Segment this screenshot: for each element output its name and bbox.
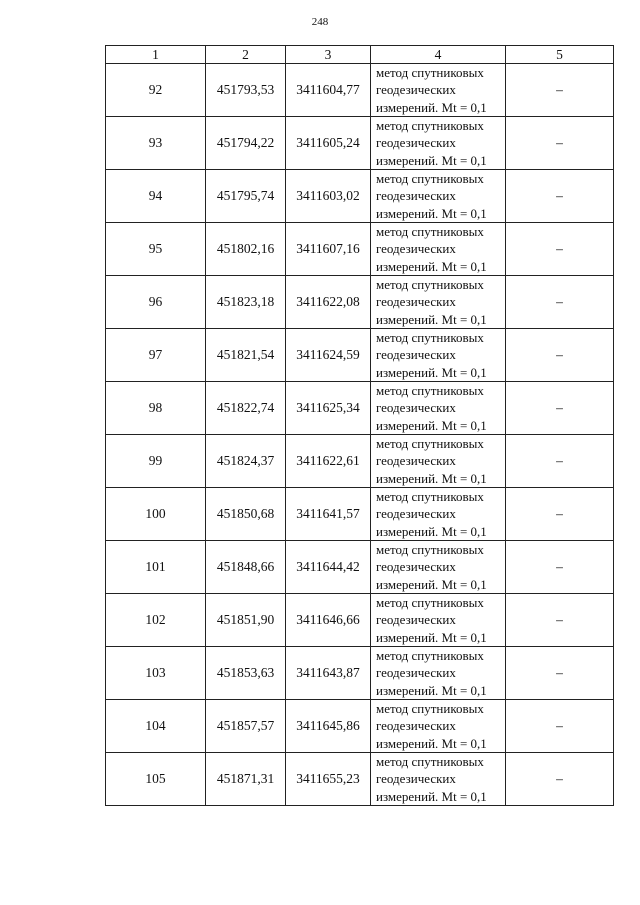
coordinate-x-cell: 451823,18 — [206, 276, 286, 329]
table-row — [106, 647, 614, 700]
coordinate-y-cell: 3411641,57 — [286, 488, 371, 541]
method-cell: метод спутниковых геодезических измерений. Mt = 0,1 — [371, 382, 506, 435]
column-header: 3 — [286, 46, 371, 64]
note-cell: – — [506, 753, 614, 806]
table-row — [106, 700, 614, 753]
method-cell: метод спутниковых геодезических измерений. Mt = 0,1 — [371, 223, 506, 276]
coordinate-y-cell: 3411644,42 — [286, 541, 371, 594]
method-cell: метод спутниковых геодезических измерений. Mt = 0,1 — [371, 541, 506, 594]
point-number-cell: 98 — [106, 382, 206, 435]
note-cell: – — [506, 223, 614, 276]
method-cell: метод спутниковых геодезических измерений. Mt = 0,1 — [371, 700, 506, 753]
method-cell: метод спутниковых геодезических измерений. Mt = 0,1 — [371, 329, 506, 382]
table-row — [106, 594, 614, 647]
point-number-cell: 93 — [106, 117, 206, 170]
coordinate-y-cell: 3411624,59 — [286, 329, 371, 382]
note-cell: – — [506, 382, 614, 435]
column-header: 2 — [206, 46, 286, 64]
table-row — [106, 117, 614, 170]
coordinate-x-cell: 451853,63 — [206, 647, 286, 700]
coordinate-y-cell: 3411605,24 — [286, 117, 371, 170]
coordinate-y-cell: 3411622,61 — [286, 435, 371, 488]
column-header: 4 — [371, 46, 506, 64]
method-cell: метод спутниковых геодезических измерений. Mt = 0,1 — [371, 753, 506, 806]
table-row — [106, 488, 614, 541]
note-cell: – — [506, 170, 614, 223]
note-cell: – — [506, 64, 614, 117]
method-cell: метод спутниковых геодезических измерений. Mt = 0,1 — [371, 170, 506, 223]
table-row — [106, 382, 614, 435]
point-number-cell: 104 — [106, 700, 206, 753]
coordinates-table — [105, 45, 614, 806]
coordinate-x-cell: 451795,74 — [206, 170, 286, 223]
table-row — [106, 170, 614, 223]
coordinate-x-cell: 451793,53 — [206, 64, 286, 117]
point-number-cell: 105 — [106, 753, 206, 806]
table-row — [106, 541, 614, 594]
table-row — [106, 223, 614, 276]
note-cell: – — [506, 276, 614, 329]
coordinate-x-cell: 451857,57 — [206, 700, 286, 753]
method-cell: метод спутниковых геодезических измерений. Mt = 0,1 — [371, 647, 506, 700]
method-cell: метод спутниковых геодезических измерений. Mt = 0,1 — [371, 276, 506, 329]
coordinate-x-cell: 451794,22 — [206, 117, 286, 170]
method-cell: метод спутниковых геодезических измерений. Mt = 0,1 — [371, 117, 506, 170]
method-cell: метод спутниковых геодезических измерений. Mt = 0,1 — [371, 435, 506, 488]
coordinate-x-cell: 451871,31 — [206, 753, 286, 806]
point-number-cell: 101 — [106, 541, 206, 594]
coordinate-y-cell: 3411604,77 — [286, 64, 371, 117]
coordinate-y-cell: 3411622,08 — [286, 276, 371, 329]
coordinate-y-cell: 3411655,23 — [286, 753, 371, 806]
coordinate-y-cell: 3411607,16 — [286, 223, 371, 276]
point-number-cell: 100 — [106, 488, 206, 541]
method-cell: метод спутниковых геодезических измерений. Mt = 0,1 — [371, 594, 506, 647]
column-header: 1 — [106, 46, 206, 64]
coordinate-y-cell: 3411645,86 — [286, 700, 371, 753]
table-row — [106, 435, 614, 488]
point-number-cell: 94 — [106, 170, 206, 223]
page-number: 248 — [311, 16, 329, 28]
table-row — [106, 276, 614, 329]
note-cell: – — [506, 541, 614, 594]
coordinate-x-cell: 451822,74 — [206, 382, 286, 435]
note-cell: – — [506, 647, 614, 700]
note-cell: – — [506, 117, 614, 170]
coordinate-x-cell: 451851,90 — [206, 594, 286, 647]
coordinate-x-cell: 451802,16 — [206, 223, 286, 276]
note-cell: – — [506, 700, 614, 753]
coordinate-x-cell: 451850,68 — [206, 488, 286, 541]
note-cell: – — [506, 435, 614, 488]
note-cell: – — [506, 329, 614, 382]
point-number-cell: 92 — [106, 64, 206, 117]
table-row — [106, 64, 614, 117]
point-number-cell: 95 — [106, 223, 206, 276]
coordinate-x-cell: 451824,37 — [206, 435, 286, 488]
coordinate-y-cell: 3411625,34 — [286, 382, 371, 435]
method-cell: метод спутниковых геодезических измерений. Mt = 0,1 — [371, 488, 506, 541]
coordinate-y-cell: 3411603,02 — [286, 170, 371, 223]
point-number-cell: 97 — [106, 329, 206, 382]
coordinate-y-cell: 3411643,87 — [286, 647, 371, 700]
point-number-cell: 102 — [106, 594, 206, 647]
table-header-row — [106, 46, 614, 64]
point-number-cell: 99 — [106, 435, 206, 488]
point-number-cell: 103 — [106, 647, 206, 700]
column-header: 5 — [506, 46, 614, 64]
method-cell: метод спутниковых геодезических измерений. Mt = 0,1 — [371, 64, 506, 117]
note-cell: – — [506, 594, 614, 647]
point-number-cell: 96 — [106, 276, 206, 329]
table-row — [106, 329, 614, 382]
coordinate-x-cell: 451821,54 — [206, 329, 286, 382]
coordinate-x-cell: 451848,66 — [206, 541, 286, 594]
note-cell: – — [506, 488, 614, 541]
table-row — [106, 753, 614, 806]
table-body — [106, 64, 614, 806]
coordinate-y-cell: 3411646,66 — [286, 594, 371, 647]
